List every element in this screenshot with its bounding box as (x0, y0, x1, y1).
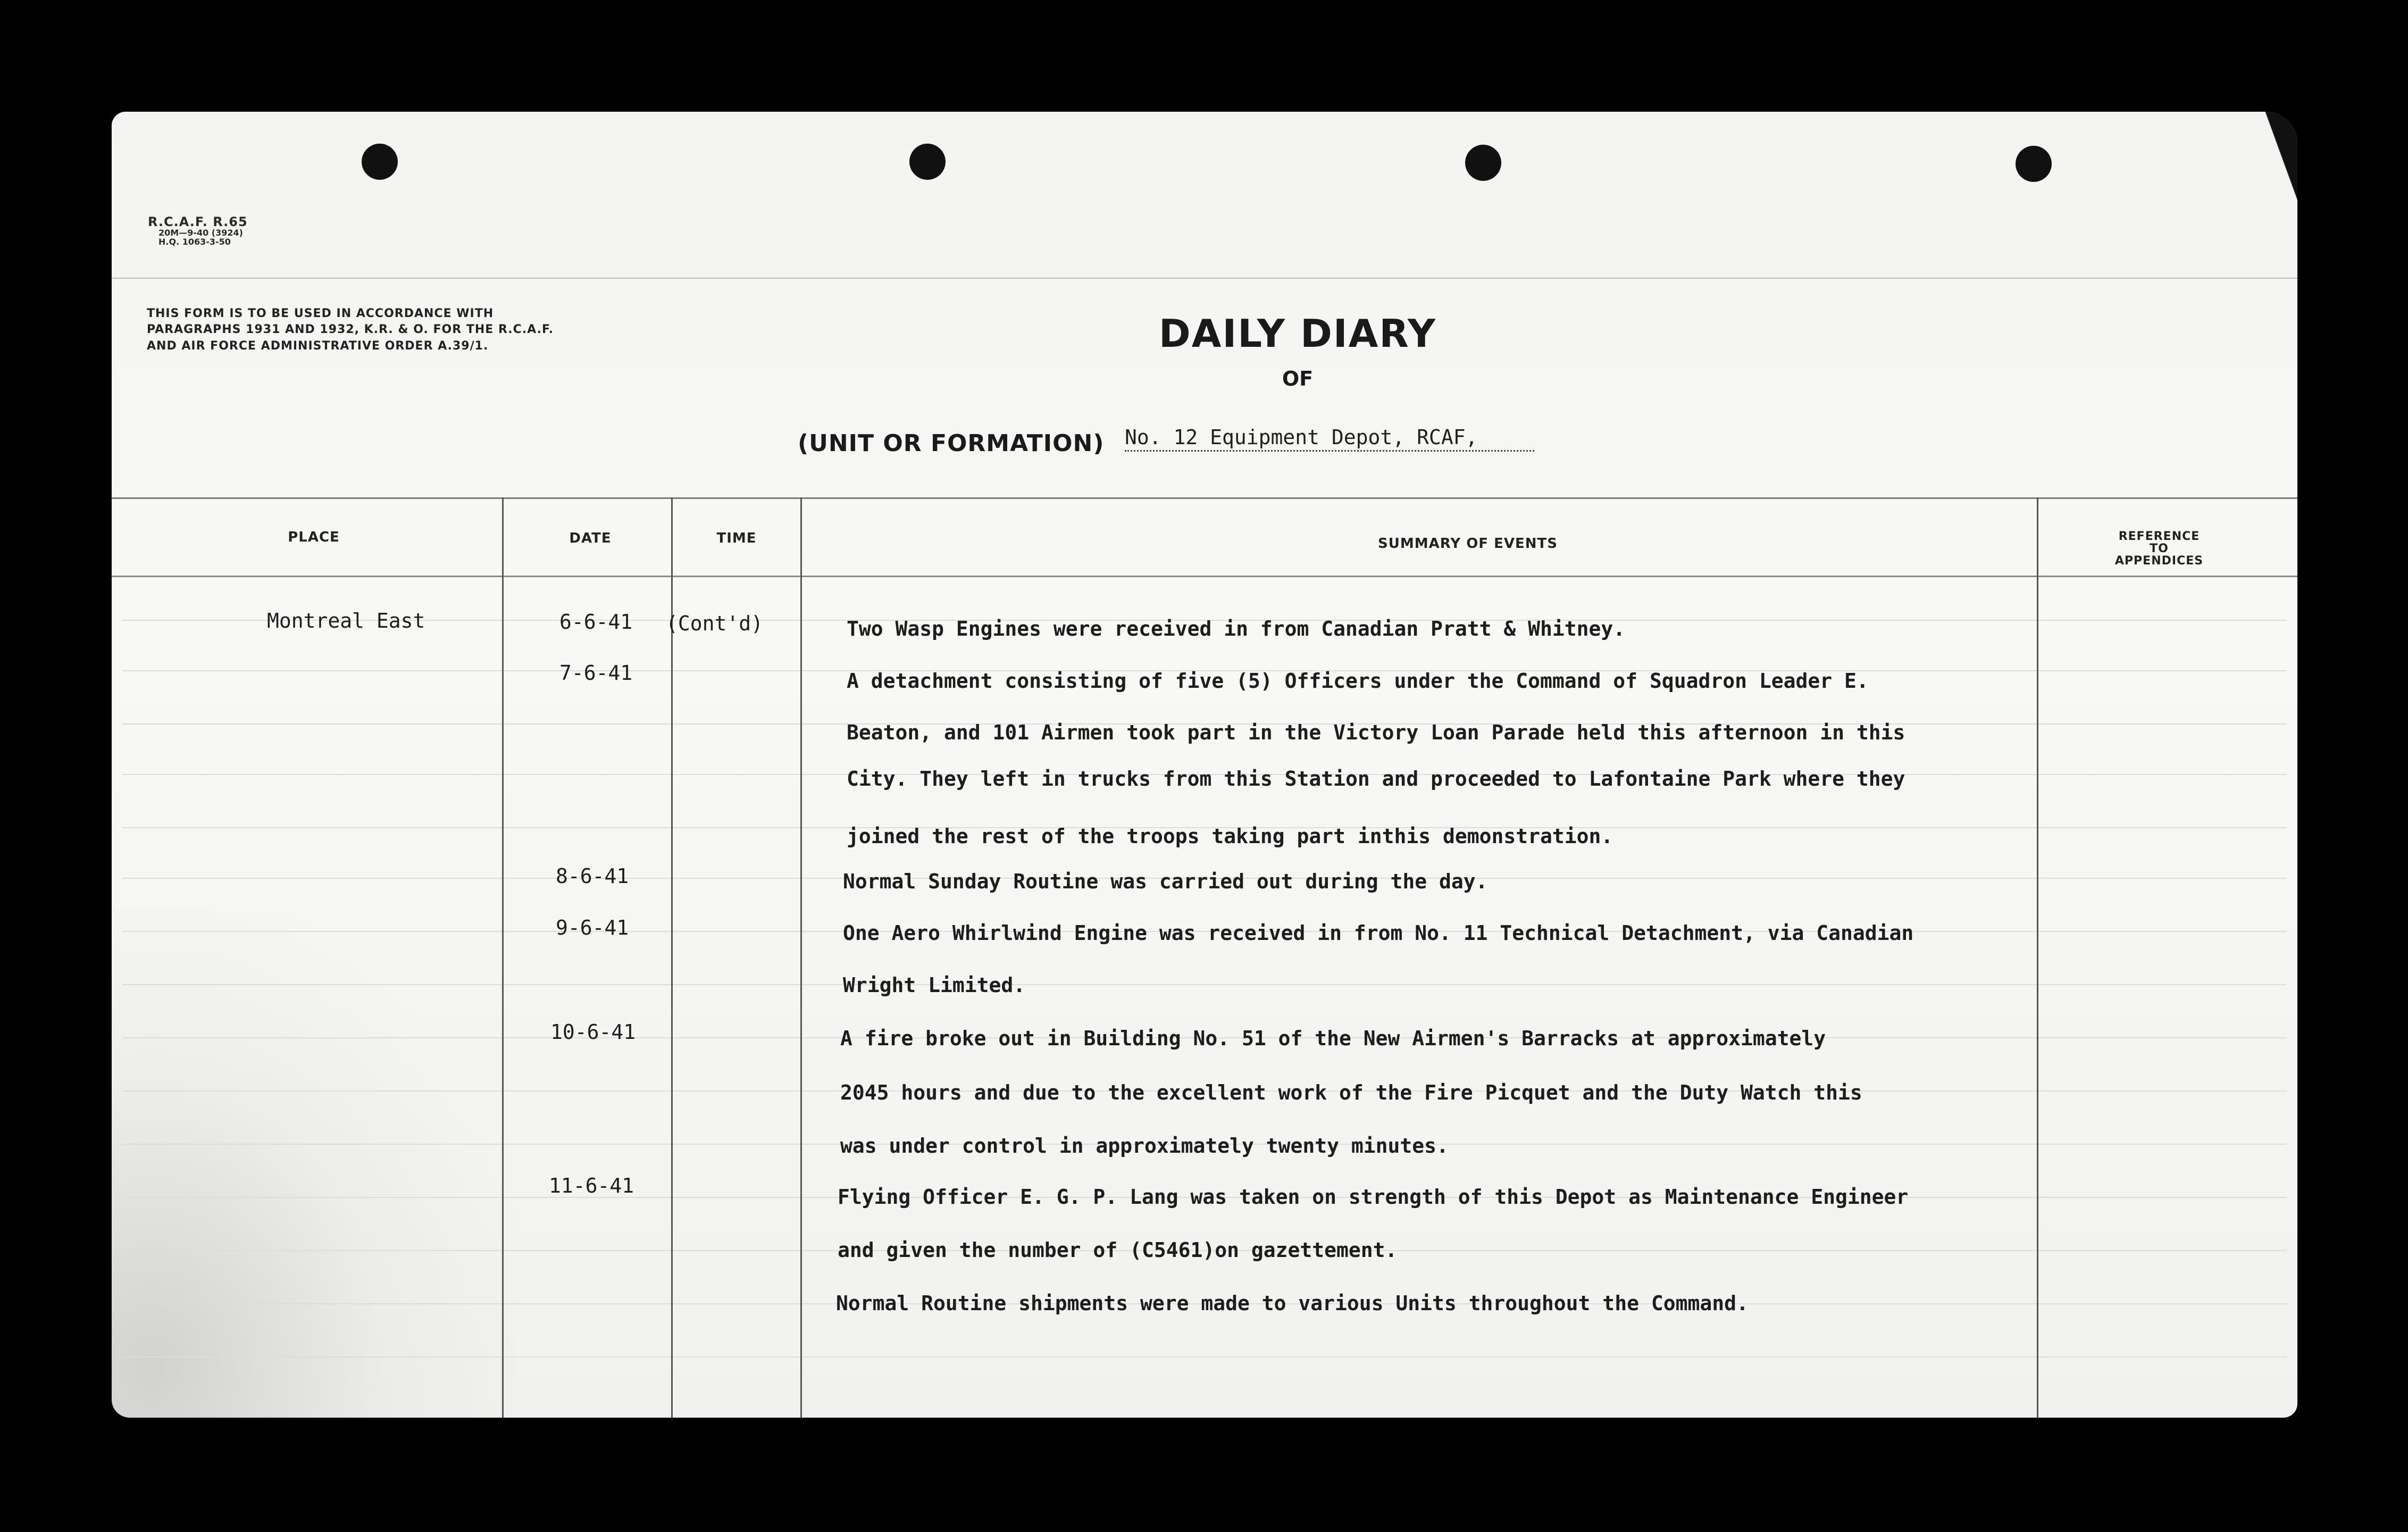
column-header-reference (2047, 530, 2271, 567)
top-divider (112, 278, 2297, 279)
punch-hole (362, 144, 398, 180)
column-divider (502, 497, 504, 1418)
date-cell: 10-6-41 (550, 1020, 636, 1044)
summary-line: Normal Routine shipments were made to various Units throughout the Command. (836, 1292, 1749, 1315)
summary-line: Normal Sunday Routine was carried out during the day. (843, 870, 1488, 893)
punch-hole (909, 144, 946, 180)
corner-curl (2250, 112, 2297, 229)
column-divider (2037, 497, 2038, 1418)
form-code (148, 215, 248, 247)
page-title: DAILY DIARY (1158, 311, 1437, 356)
column-divider (671, 497, 673, 1418)
diary-card (112, 112, 2297, 1418)
punch-hole (2016, 146, 2052, 182)
summary-line: Wright Limited. (843, 973, 1026, 997)
summary-line: A fire broke out in Building No. 51 of the New Airmen's Barracks at approximately (840, 1027, 1826, 1050)
title-of: OF (1282, 367, 1314, 390)
header-bottom-border (112, 576, 2297, 577)
summary-line: was under control in approximately twenty minutes. (840, 1134, 1449, 1158)
column-header-time: TIME (716, 530, 757, 546)
summary-line: 2045 hours and due to the excellent work of the Fire Picquet and the Duty Watch this (840, 1081, 1862, 1104)
date-cell: 7-6-41 (559, 661, 633, 685)
summary-line: Two Wasp Engines were received in from Canadian Pratt & Whitney. (847, 617, 1626, 640)
column-header-summary: SUMMARY OF EVENTS (1378, 536, 1558, 552)
summary-line: A detachment consisting of five (5) Officers under the Command of Squadron Leader E. (847, 669, 1869, 693)
form-print-line: 20M—9-40 (3924) (158, 228, 243, 238)
place-cell: Montreal East (267, 609, 425, 632)
table-top-border (112, 497, 2297, 499)
ruled-line (122, 984, 2287, 985)
unit-label: (UNIT OR FORMATION) (798, 430, 1105, 457)
shadow (112, 910, 516, 1418)
summary-line: City. They left in trucks from this Station and proceeded to Lafontaine Park where they (847, 767, 1905, 790)
summary-line: and given the number of (C5461)on gazettement. (838, 1238, 1398, 1262)
reference-line: APPENDICES (2114, 554, 2204, 568)
date-cell: 6-6-41 (559, 610, 633, 634)
column-header-date: DATE (569, 530, 612, 546)
punch-hole (1465, 145, 1501, 181)
form-instruction: THIS FORM IS TO BE USED IN ACCORDANCE WITH PARAGRAPHS 1931 AND 1932, K.R. & O. FOR THE R.C.A.F. AND AIR FORCE ADMINISTRATIVE ORDER A.39/1. (147, 307, 554, 353)
reference-line: REFERENCE (2118, 530, 2200, 543)
summary-line: Flying Officer E. G. P. Lang was taken on strength of this Depot as Maintenance Engineer (838, 1185, 1909, 1209)
column-header-place: PLACE (288, 529, 340, 545)
date-cell: 11-6-41 (549, 1174, 634, 1197)
ruled-line (122, 1356, 2287, 1358)
summary-line: Beaton, and 101 Airmen took part in the Victory Loan Parade held this afternoon in this (847, 721, 1905, 744)
form-number: R.C.A.F. R.65 (148, 214, 248, 229)
time-cell: (Cont'd) (666, 612, 764, 635)
date-cell: 8-6-41 (556, 864, 629, 888)
summary-line: joined the rest of the troops taking part inthis demonstration. (847, 825, 1613, 848)
unit-value: No. 12 Equipment Depot, RCAF, (1125, 426, 1534, 452)
form-print-line: H.Q. 1063-3-50 (158, 236, 231, 247)
column-divider (800, 497, 802, 1418)
reference-line: TO (2150, 542, 2169, 556)
date-cell: 9-6-41 (556, 916, 629, 939)
summary-line: One Aero Whirlwind Engine was received in from No. 11 Technical Detachment, via Canadian (843, 921, 1914, 945)
